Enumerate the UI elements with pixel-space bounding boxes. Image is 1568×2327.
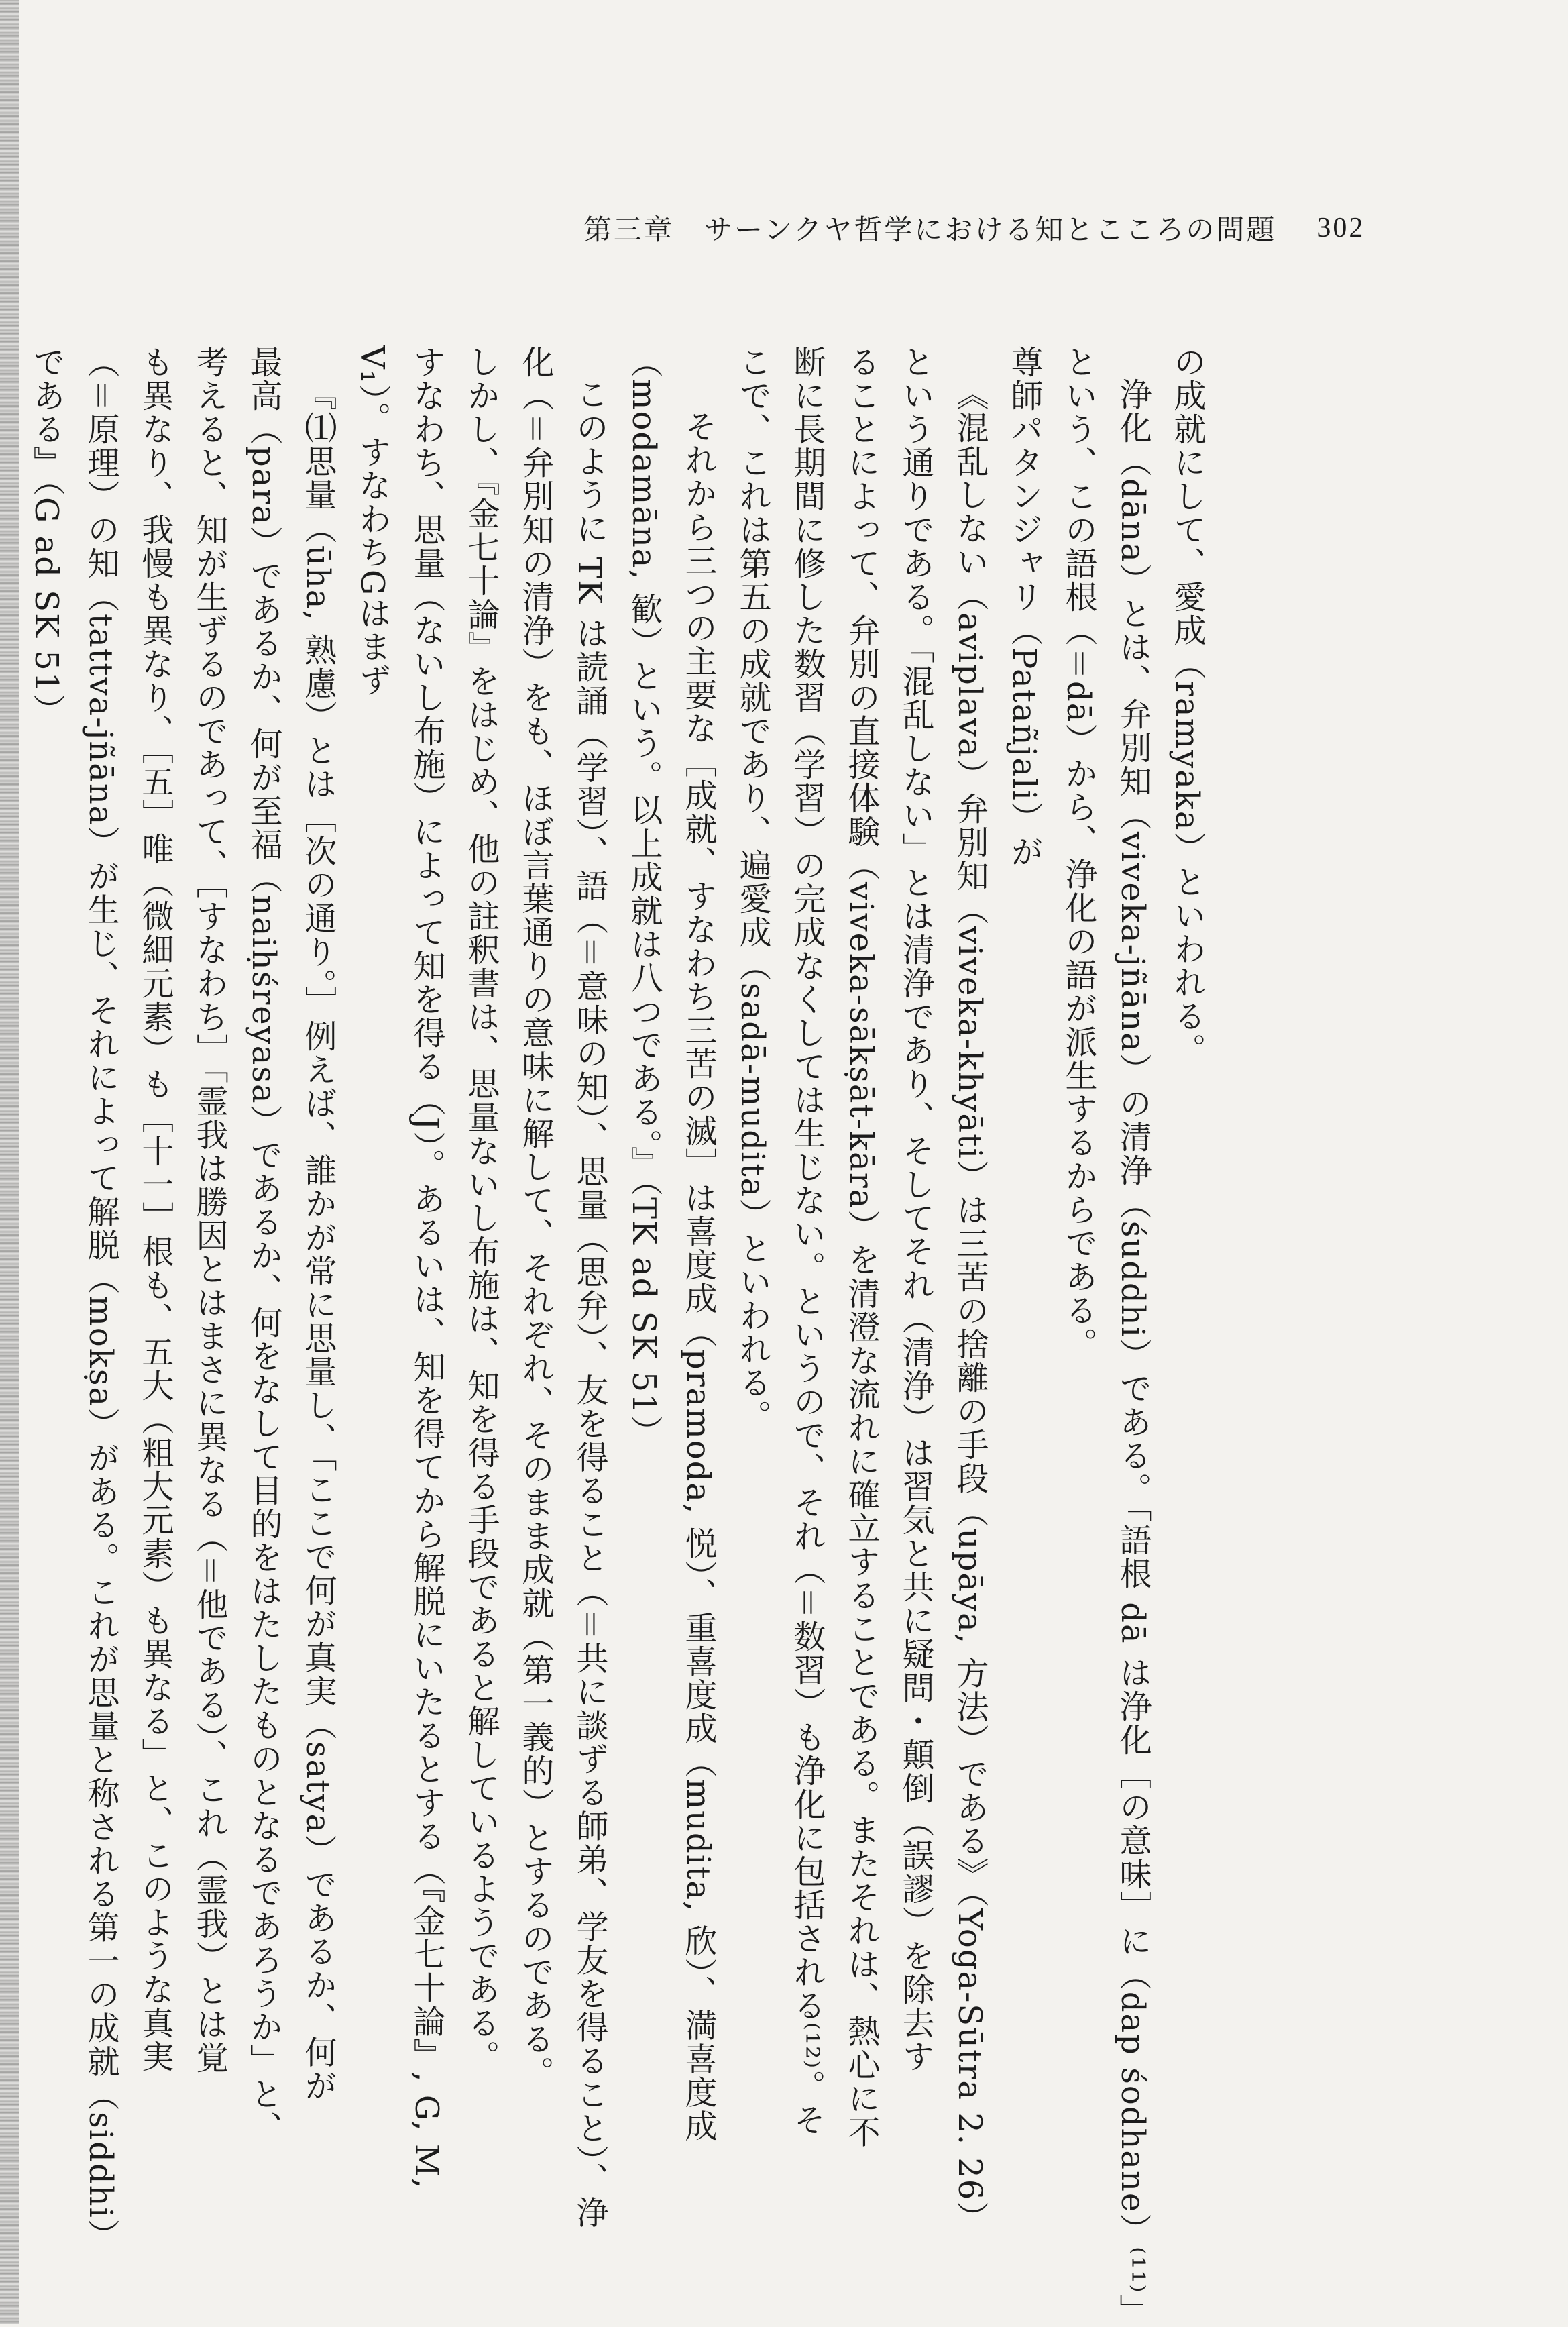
chapter-title: 第三章 サーンクヤ哲学における知とこころの問題 — [583, 213, 1277, 246]
text-line: 《混乱しない（aviplava）弁別知（viveka-khyāti）は三苦の捨離の手段（upāya, 方法）である》（Yoga-Sūtra 2. 26） — [951, 378, 989, 2235]
text-line: ることによって、弁別の直接体験（viveka-sākṣāt-kāra）を清澄な流れに確立することである。またそれは、熱心に不 — [842, 345, 880, 2149]
text-line: という通りである。「混乱しない」とは清浄であり、そしてそれ（清浄）は習気と共に疑問・顛倒（誤謬）を除去す — [897, 345, 934, 2073]
scan-edge — [0, 0, 19, 2324]
text-line: しかし、『金七十論』をはじめ、他の註釈書は、思量ないし布施は、知を得る手段であると解しているようである。 — [462, 345, 500, 2073]
text-line: の成就にして、愛成（ramyaka）といわれる。 — [1168, 345, 1206, 1067]
text-line: （modamāna, 歓）という。以上成就は八つである。』（TK ad SK 51） — [625, 345, 663, 1449]
text-line: 最高（para）であるか、何が至福（naiḥśreyasa）であるか、何をなして目的をはたしたものとなるであろうか」と、 — [245, 345, 282, 2145]
text-line: という、この語根（＝dā）から、浄化の語が派生するからである。 — [1060, 345, 1097, 1361]
text-line: 浄化（dāna）とは、弁別知（viveka-jñāna）の清浄（śuddhi）である。「語根 dā は浄化［の意味］に（dap śodhane）⁽¹¹⁾」 — [1114, 378, 1152, 2327]
text-line: である』（G ad SK 51） — [27, 345, 65, 728]
text-line: 『⑴思量（ūha, 熟慮）とは［次の通り。］例えば、誰かが常に思量し、「ここで何が真実（satya）であるか、何が — [299, 378, 337, 2103]
text-line: このように TK は読誦（学習）、語（＝意味の知）、思量（思弁）、友を得ること（＝共に談ずる師弟、学友を得ること）、浄 — [571, 378, 608, 2230]
text-line: すなわち、思量（ないし布施）によって知を得る（J）。あるいは、知を得てから解脱にいたるとする（『金七十論』, G, M, — [408, 345, 445, 2190]
running-head — [583, 208, 1365, 248]
text-line: 断に長期間に修した数習（学習）の完成なくしては生じない。というので、それ（＝数習）も浄化に包括される⁽¹²⁾。そ — [788, 345, 826, 2137]
text-line: （＝原理）の知（tattva-jñāna）が生じ、それによって解脱（mokṣa）がある。これが思量と称される第一の成就（siddhi） — [82, 345, 119, 2253]
text-line: 考えると、知が生ずるのであって、［すなわち］「霊我は勝因とはまさに異なる（＝他である）、これ（霊我）とは覚 — [190, 345, 228, 2075]
text-line: 尊師パタンジャリ（Patañjali）が — [1005, 345, 1043, 869]
body-text — [27, 345, 1214, 2327]
text-line: 化（＝弁別知の清浄）をも、ほぼ言葉通りの意味に解して、それぞれ、そのまま成就（第一義的）とするのである。 — [516, 345, 554, 2090]
text-line: こで、これは第五の成就であり、遍愛成（sadā-mudita）といわれる。 — [734, 345, 771, 1433]
page-number: 302 — [1317, 213, 1365, 243]
text-line: V₁）。すなわちGはまず — [353, 345, 391, 698]
text-line: それから三つの主要な［成就、すなわち三苦の滅］は喜度成（pramoda, 悦）、重喜度成（mudita, 欣）、満喜度成 — [679, 410, 717, 2143]
text-line: も異なり、我慢も異なり、［五］唯（微細元素）も［十一］根も、五大（粗大元素）も異なる」と、このような真実 — [136, 345, 174, 2073]
